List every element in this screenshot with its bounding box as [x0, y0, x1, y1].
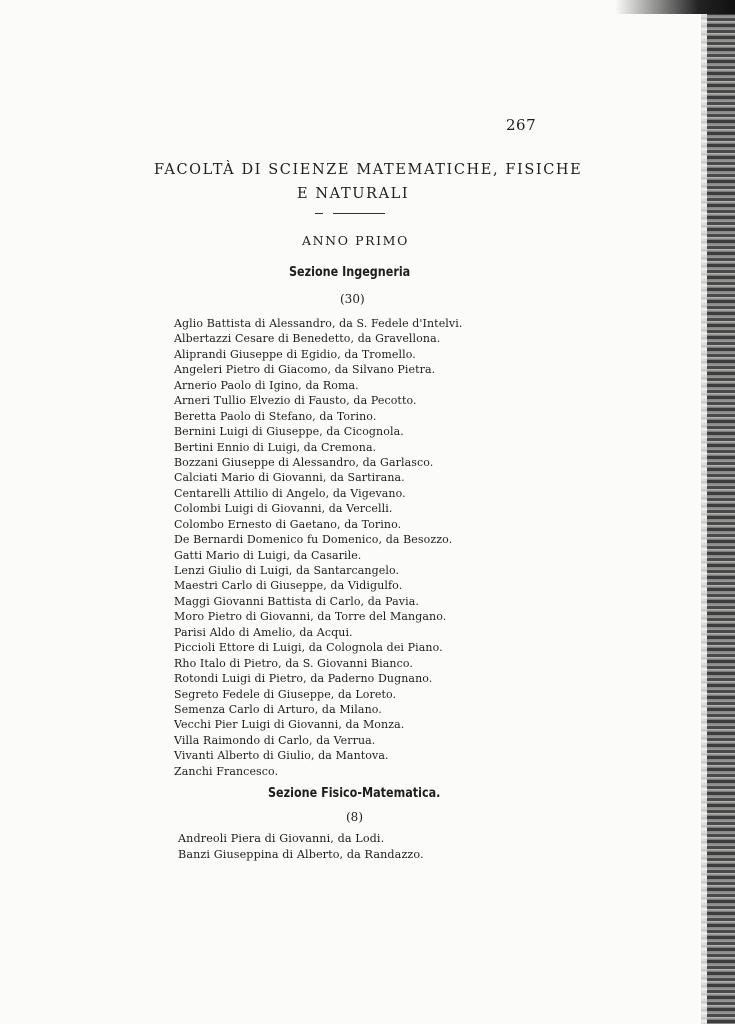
list-item: Villa Raimondo di Carlo, da Verrua. [174, 733, 376, 747]
scan-edge-border [707, 0, 735, 1024]
list-item: Piccioli Ettore di Luigi, da Colognola dei Piano. [174, 641, 443, 655]
list-item: Colombo Ernesto di Gaetano, da Torino. [174, 517, 402, 531]
section-count-ingegneria: (30) [340, 292, 365, 306]
year-heading: ANNO PRIMO [302, 233, 409, 248]
section-count-fisico-matematica: (8) [346, 810, 363, 824]
list-item: Calciati Mario di Giovanni, da Sartirana. [174, 471, 405, 485]
name-list-ingegneria [174, 316, 462, 779]
list-item: Maggi Giovanni Battista di Carlo, da Pavia. [174, 594, 419, 608]
title-rule-long [333, 213, 385, 214]
list-item: Segreto Fedele di Giuseppe, da Loreto. [174, 687, 397, 701]
list-item: Bozzani Giuseppe di Alessandro, da Garlasco. [174, 455, 434, 469]
list-item: Rotondi Luigi di Pietro, da Paderno Dugnano. [174, 672, 433, 686]
list-item: Rho Italo di Pietro, da S. Giovanni Bianco. [174, 656, 413, 670]
list-item: Banzi Giuseppina di Alberto, da Randazzo. [178, 848, 424, 861]
list-item: Moro Pietro di Giovanni, da Torre del Mangano. [174, 610, 447, 624]
list-item: Aliprandi Giuseppe di Egidio, da Tromello. [174, 347, 416, 361]
list-item: Centarelli Attilio di Angelo, da Vigevano. [174, 486, 406, 500]
list-item: Arnerio Paolo di Igino, da Roma. [174, 378, 359, 392]
list-item: De Bernardi Domenico fu Domenico, da Besozzo. [174, 533, 453, 547]
list-item: Vecchi Pier Luigi di Giovanni, da Monza. [174, 718, 405, 732]
scan-top-corner [615, 0, 735, 14]
title-rule-short [315, 213, 323, 214]
list-item: Albertazzi Cesare di Benedetto, da Gravellona. [174, 332, 441, 346]
name-list-fisico-matematica [178, 831, 424, 863]
page-number: 267 [506, 116, 537, 134]
list-item: Arneri Tullio Elvezio di Fausto, da Pecotto. [174, 394, 417, 408]
list-item: Bertini Ennio di Luigi, da Cremona. [174, 440, 377, 454]
list-item: Lenzi Giulio di Luigi, da Santarcangelo. [174, 564, 400, 577]
list-item: Aglio Battista di Alessandro, da S. Fedele d'Intelvi. [174, 317, 463, 330]
list-item: Parisi Aldo di Amelio, da Acqui. [174, 625, 353, 639]
list-item: Zanchi Francesco. [174, 764, 279, 778]
list-item: Angeleri Pietro di Giacomo, da Silvano Pietra. [174, 363, 436, 377]
list-item: Semenza Carlo di Arturo, da Milano. [174, 702, 382, 716]
faculty-title-line-2: E NATURALI [297, 186, 410, 202]
section-heading-ingegneria: Sezione Ingegneria [289, 265, 411, 280]
list-item: Gatti Mario di Luigi, da Casarile. [174, 548, 362, 562]
list-item: Vivanti Alberto di Giulio, da Mantova. [174, 749, 389, 763]
faculty-title-line-1: FACOLTÀ DI SCIENZE MATEMATICHE, FISICHE [154, 162, 583, 178]
list-item: Colombi Luigi di Giovanni, da Vercelli. [174, 502, 393, 516]
list-item: Bernini Luigi di Giuseppe, da Cicognola. [174, 425, 404, 439]
list-item: Andreoli Piera di Giovanni, da Lodi. [178, 832, 385, 845]
section-heading-fisico-matematica: Sezione Fisico-Matematica. [268, 786, 441, 801]
list-item: Beretta Paolo di Stefano, da Torino. [174, 409, 377, 423]
list-item: Maestri Carlo di Giuseppe, da Vidigulfo. [174, 579, 403, 593]
